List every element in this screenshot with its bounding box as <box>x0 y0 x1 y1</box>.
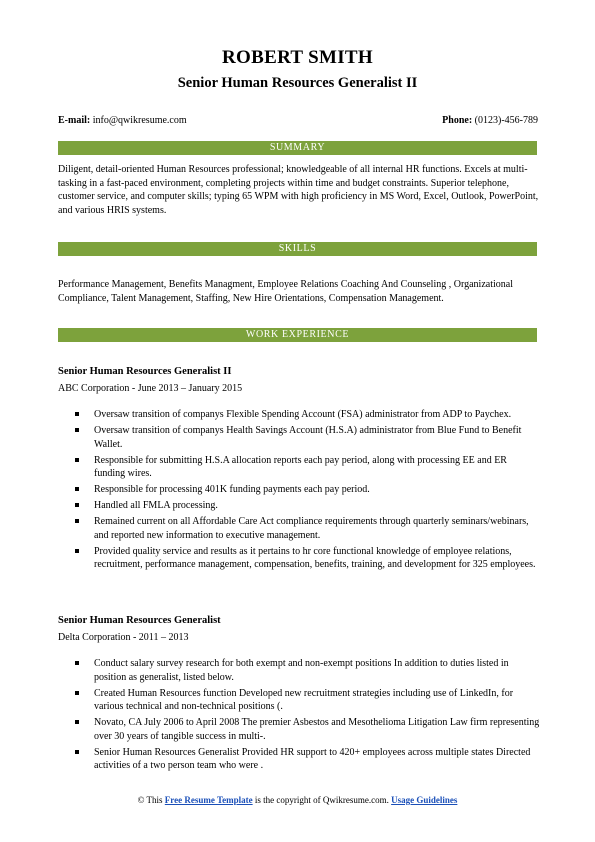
job-title: Senior Human Resources Generalist II <box>58 366 232 377</box>
bullet-icon <box>75 750 79 754</box>
skills-text: Performance Management, Benefits Managment, Employee Relations Coaching And Counseling , Organizational Compliance, Talent Management, Staffing, New Hire Orientations, Compensation Management. <box>58 279 513 304</box>
bullet-text: Created Human Resources function Developed new recruitment strategies including use of LinkedIn, for various technical and non-technical positions (. <box>94 687 514 712</box>
bullet-item <box>58 657 540 684</box>
bullet-item <box>58 687 540 714</box>
summary-heading: SUMMARY <box>58 141 537 155</box>
job-company-dates: Delta Corporation - 2011 – 2013 <box>58 632 189 643</box>
bullet-icon <box>75 720 79 724</box>
email-item <box>58 115 187 126</box>
job-bullets-2 <box>58 657 540 775</box>
bullet-text: Oversaw transition of companys Health Savings Account (H.S.A) administrator from Blue Fund to Benefit Wallet. <box>94 425 522 450</box>
email-label: E-mail: <box>58 115 91 126</box>
email-value: info@qwikresume.com <box>92 115 187 126</box>
bullet-icon <box>75 661 79 665</box>
bullet-item <box>58 515 540 542</box>
bullet-icon <box>75 487 79 491</box>
bullet-item <box>58 424 540 451</box>
bullet-text: Conduct salary survey research for both exempt and non-exempt positions In addition to duties listed in position as generalist, listed below. <box>94 658 509 683</box>
bullet-text: Handled all FMLA processing. <box>94 500 218 511</box>
bullet-icon <box>75 549 79 553</box>
bullet-item <box>58 408 540 422</box>
bullet-icon <box>75 691 79 695</box>
footer <box>0 795 595 805</box>
bullet-item <box>58 483 540 497</box>
bullet-text: Remained current on all Affordable Care Act compliance requirements through quarterly seminars/webinars, and reported new information to executive management. <box>94 516 529 541</box>
phone-item <box>442 115 538 126</box>
bullet-item <box>58 746 540 773</box>
bullet-text: Provided quality service and results as it pertains to hr core functional knowledge of employee relations, recruitment, performance management, compensation, benefits, training, and development for 325 employees. <box>94 545 536 570</box>
bullet-item <box>58 454 540 481</box>
bullet-icon <box>75 503 79 507</box>
bullet-text: Senior Human Resources Generalist Provided HR support to 420+ employees across multiple states Directed activities of a two person team who were . <box>94 746 531 771</box>
footer-prefix: © This <box>137 795 165 805</box>
bullet-text: Responsible for processing 401K funding payments each pay period. <box>94 484 370 495</box>
contact-row <box>58 115 538 126</box>
candidate-title: Senior Human Resources Generalist II <box>177 75 418 91</box>
bullet-item <box>58 499 540 513</box>
job-title: Senior Human Resources Generalist <box>58 615 221 626</box>
summary-text: Diligent, detail-oriented Human Resources professional; knowledgeable of all internal HR functions. Excels at multi-tasking in a fast-paced environment, completing projects within time and budget constraints. Superior telephone, customer service, and computer skills; typing 65 WPM with high proficiency in MS Word, Excel, Outlook, PowerPoint, and various HRIS systems. <box>58 164 539 216</box>
phone-label: Phone: <box>442 115 473 126</box>
bullet-item <box>58 545 540 572</box>
job-bullets-1 <box>58 408 540 574</box>
work-experience-heading: WORK EXPERIENCE <box>58 328 537 342</box>
job-company-dates: ABC Corporation - June 2013 – January 2015 <box>58 383 243 394</box>
candidate-name: ROBERT SMITH <box>222 47 373 68</box>
bullet-icon <box>75 519 79 523</box>
skills-heading: SKILLS <box>58 242 537 256</box>
bullet-icon <box>75 428 79 432</box>
footer-middle: is the copyright of Qwikresume.com. <box>252 795 392 805</box>
bullet-item <box>58 716 540 743</box>
bullet-icon <box>75 458 79 462</box>
phone-value: (0123)-456-789 <box>474 115 538 126</box>
bullet-text: Responsible for submitting H.S.A allocation reports each pay period, along with processing EE and ER funding wires. <box>94 454 507 479</box>
bullet-text: Oversaw transition of companys Flexible Spending Account (FSA) administrator from ADP to Paychex. <box>94 409 512 420</box>
bullet-text: Novato, CA July 2006 to April 2008 The premier Asbestos and Mesothelioma Litigation Law firm representing over 30 years of tangible success in multi-. <box>94 717 540 742</box>
bullet-icon <box>75 412 79 416</box>
free-resume-template-link[interactable]: Free Resume Template <box>164 795 253 805</box>
usage-guidelines-link[interactable]: Usage Guidelines <box>391 795 458 805</box>
